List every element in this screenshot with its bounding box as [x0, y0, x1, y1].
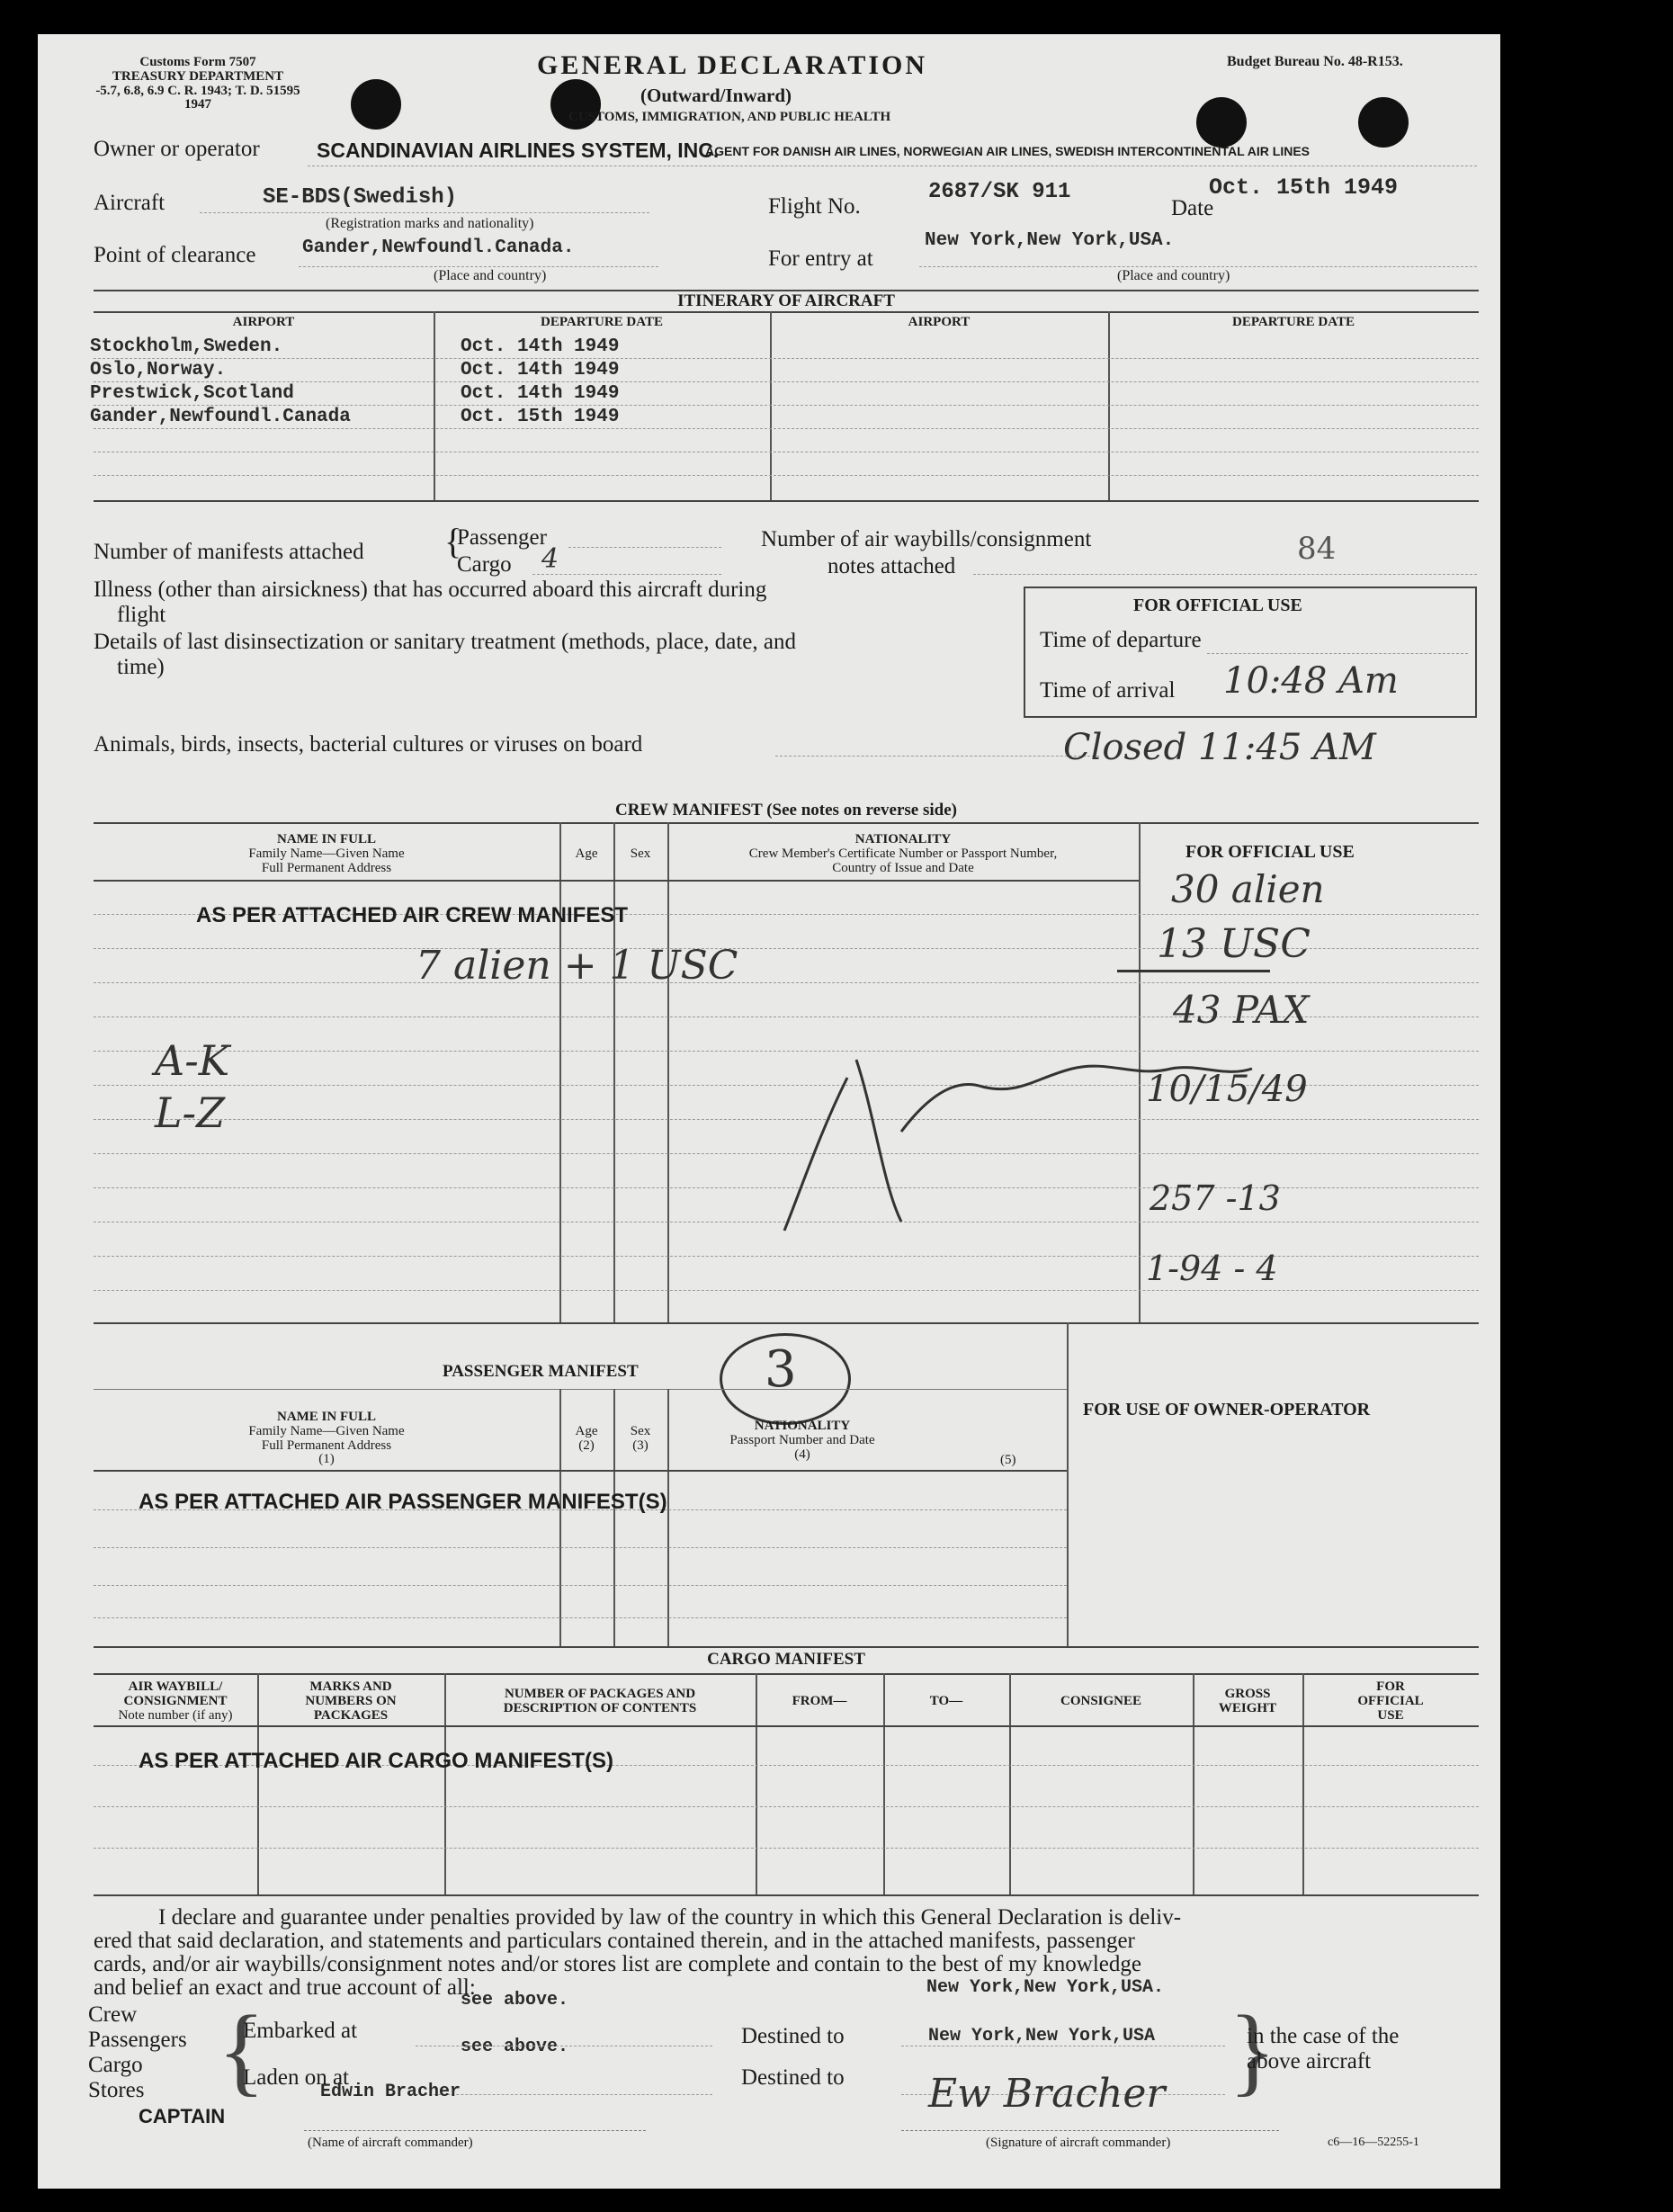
regulation: -5.7, 6.8, 6.9 C. R. 1943; T. D. 51595	[95, 83, 300, 98]
form-number: Customs Form 7507	[139, 55, 256, 69]
aircraft-value: SE-BDS(Swedish)	[263, 185, 458, 210]
cargo-attached: AS PER ATTACHED AIR CARGO MANIFEST(S)	[139, 1749, 613, 1773]
passenger-col-name-3: Full Permanent Address	[261, 1437, 392, 1453]
crew-col-nat-1: NATIONALITY	[854, 832, 952, 846]
passenger-col-sex-label: Sex	[630, 1424, 651, 1438]
itinerary-title: ITINERARY OF AIRCRAFT	[677, 291, 895, 310]
itinerary-date: Oct. 14th 1949	[461, 336, 620, 357]
punch-hole	[1196, 97, 1247, 148]
case-label: in the case of the	[1247, 2024, 1400, 2048]
passengers-label: Passengers	[88, 2028, 187, 2052]
cargo-col-to: TO—	[929, 1694, 963, 1708]
crew-col-name-3: Full Permanent Address	[261, 860, 392, 875]
declaration-line: I declare and guarantee under penalties provided by law of the country in which this General Declaration is deliv-	[158, 1905, 1182, 1930]
passenger-attached: AS PER ATTACHED AIR PASSENGER MANIFEST(S)	[139, 1490, 667, 1514]
brace: {	[444, 521, 462, 561]
crew-col-nationality	[667, 833, 1139, 875]
embarked-value: see above.	[461, 1990, 569, 2011]
signature-caption: (Signature of aircraft commander)	[986, 2136, 1171, 2150]
subtitle: CUSTOMS, IMMIGRATION, AND PUBLIC HEALTH	[568, 110, 891, 124]
crew-col-age: Age	[575, 846, 598, 861]
passenger-col-num: (1)	[318, 1452, 335, 1467]
clearance-caption: (Place and country)	[434, 268, 547, 283]
aircraft-label: Aircraft	[94, 191, 166, 215]
punch-hole	[1358, 97, 1409, 148]
captain-signature: Ew Bracher	[928, 2071, 1166, 2117]
passenger-col-name	[94, 1410, 559, 1467]
captain-name: Edwin Bracher	[320, 2082, 461, 2102]
passenger-label: Passenger	[457, 525, 547, 550]
cargo-col-label: GROSS	[1224, 1687, 1271, 1701]
owner-use-title: FOR USE OF OWNER-OPERATOR	[1083, 1400, 1371, 1419]
itinerary-date: Oct. 14th 1949	[461, 360, 620, 381]
official-note: 1-94 - 4	[1146, 1249, 1278, 1288]
cargo-col-label: NUMBER OF PACKAGES AND	[504, 1687, 696, 1701]
aircraft-caption: (Registration marks and nationality)	[326, 216, 534, 231]
declaration-line: cards, and/or air waybills/consignment notes and/or stores list are complete and contain to the best of my knowledge	[94, 1952, 1141, 1976]
cargo-col-consignee: CONSIGNEE	[1060, 1694, 1142, 1708]
arrival-label: Time of arrival	[1040, 678, 1176, 703]
crew-initials-1: A-K	[155, 1036, 230, 1085]
cargo-col-label: DESCRIPTION OF CONTENTS	[503, 1700, 697, 1715]
budget-number: Budget Bureau No. 48-R153.	[1227, 54, 1403, 69]
manifests-label: Number of manifests attached	[94, 540, 364, 564]
col-departure: DEPARTURE DATE	[540, 315, 663, 329]
official-note: 30 alien	[1171, 867, 1325, 911]
direction: (Outward/Inward)	[640, 85, 792, 106]
cargo-col-description	[444, 1688, 756, 1716]
cargo-col-label: USE	[1377, 1707, 1404, 1723]
passenger-col-nationality	[667, 1419, 937, 1462]
itinerary-airport: Stockholm,Sweden.	[90, 336, 283, 357]
captain-label: CAPTAIN	[139, 2105, 226, 2127]
departure-label: Time of departure	[1040, 628, 1202, 652]
waybills-label: Number of air waybills/consignment	[761, 527, 1092, 551]
owner-label: Owner or operator	[94, 137, 260, 161]
col-airport-2: AIRPORT	[908, 315, 971, 329]
form-year: 1947	[184, 97, 211, 112]
destined-label: Destined to	[741, 2024, 845, 2048]
cargo-label: Cargo	[457, 552, 512, 577]
cargo-col-weight	[1193, 1688, 1302, 1716]
entry-label: For entry at	[768, 246, 873, 271]
name-caption: (Name of aircraft commander)	[308, 2136, 473, 2150]
date-label: Date	[1171, 196, 1214, 220]
page-title: GENERAL DECLARATION	[537, 50, 928, 80]
crew-attached: AS PER ATTACHED AIR CREW MANIFEST	[196, 903, 628, 927]
cargo-col-label: WEIGHT	[1218, 1700, 1277, 1715]
crew-title: CREW MANIFEST (See notes on reverse side)	[615, 801, 957, 819]
crew-col-nat-2: Crew Member's Certificate Number or Passport Number,	[748, 846, 1058, 861]
passenger-col-age	[559, 1425, 613, 1454]
passenger-col-sex	[613, 1425, 667, 1454]
destined-label-2: Destined to	[741, 2065, 845, 2090]
cargo-col-waybill	[94, 1680, 257, 1723]
punch-hole	[351, 79, 401, 130]
passenger-col-nat-1: NATIONALITY	[754, 1419, 851, 1433]
footer-code: c6—16—52255-1	[1328, 2136, 1419, 2149]
waybills-label-2: notes attached	[828, 554, 956, 578]
passenger-col-age-label: Age	[575, 1424, 598, 1438]
col-airport: AIRPORT	[232, 315, 295, 329]
declaration-line: ered that said declaration, and statements and particulars contained therein, and in the attached manifests, passenger	[94, 1929, 1135, 1953]
arrival-time: 10:48 Am	[1223, 660, 1399, 702]
official-note: 43 PAX	[1173, 988, 1310, 1032]
signature-scribble-icon	[748, 1024, 1288, 1258]
laden-value: see above.	[461, 2037, 569, 2057]
waybills-value: 84	[1297, 531, 1337, 567]
crew-official-title: FOR OFFICIAL USE	[1185, 842, 1355, 862]
cargo-col-official	[1302, 1680, 1479, 1723]
official-note: 10/15/49	[1146, 1069, 1308, 1110]
owner-agent: AGENT FOR DANISH AIR LINES, NORWEGIAN AIR LINES, SWEDISH INTERCONTINENTAL AIR LINES	[705, 144, 1311, 158]
cargo-title: CARGO MANIFEST	[707, 1650, 865, 1669]
col-departure-2: DEPARTURE DATE	[1231, 315, 1355, 329]
declaration-line: and belief an exact and true account of all:	[94, 1975, 476, 2000]
circled-number-text: 3	[765, 1340, 797, 1399]
itinerary-date: Oct. 15th 1949	[461, 407, 620, 427]
cargo-col-label: PACKAGES	[313, 1707, 389, 1723]
cargo-col-label: Note number (if any)	[118, 1707, 233, 1723]
cargo-col-marks	[257, 1680, 444, 1723]
crew-col-name-2: Family Name—Given Name	[248, 846, 405, 861]
itinerary-airport: Gander,Newfoundl.Canada	[90, 407, 351, 427]
flight-label: Flight No.	[768, 194, 861, 219]
laden-label: Laden on at	[243, 2065, 350, 2090]
cargo-col-from: FROM—	[792, 1694, 847, 1708]
crew-col-nat-3: Country of Issue and Date	[832, 860, 974, 875]
date-value: Oct. 15th 1949	[1209, 175, 1399, 201]
destination-value: New York,New York,USA.	[926, 1977, 1165, 1998]
itinerary-airport: Prestwick,Scotland	[90, 383, 294, 404]
clearance-label: Point of clearance	[94, 243, 256, 267]
cargo-decl-label: Cargo	[88, 2053, 143, 2077]
animals-label: Animals, birds, insects, bacterial cultures or viruses on board	[94, 732, 643, 757]
passenger-col-num: (5)	[1000, 1453, 1016, 1467]
department: TREASURY DEPARTMENT	[112, 68, 284, 84]
brace: }	[1229, 1995, 1276, 2105]
entry-caption: (Place and country)	[1117, 268, 1230, 283]
crew-label: Crew	[88, 2002, 138, 2027]
passenger-col-name-2: Family Name—Given Name	[248, 1423, 405, 1438]
cargo-col-label: OFFICIAL	[1357, 1693, 1424, 1708]
passenger-col-num: (3)	[632, 1437, 649, 1453]
disinsect-label-2: time)	[117, 655, 165, 679]
brace: {	[218, 1995, 265, 2105]
passenger-col-num: (4)	[794, 1446, 810, 1462]
inspector-signature	[748, 1024, 1288, 1258]
official-note: 257 -13	[1150, 1178, 1281, 1218]
illness-label-2: flight	[117, 603, 166, 627]
passenger-col-name-1: NAME IN FULL	[276, 1410, 376, 1424]
itinerary-date: Oct. 14th 1949	[461, 383, 620, 404]
cargo-count: 4	[541, 543, 559, 575]
crew-col-name-1: NAME IN FULL	[276, 832, 376, 846]
passenger-col-num: (2)	[578, 1437, 595, 1453]
cargo-col-label: CONSIGNMENT	[123, 1693, 228, 1708]
embarked-label: Embarked at	[243, 2019, 358, 2043]
crew-col-sex: Sex	[630, 846, 651, 861]
closed-note: Closed 11:45 AM	[1063, 727, 1376, 768]
destination-value-2: New York,New York,USA	[928, 2026, 1156, 2046]
form-id	[90, 56, 306, 112]
owner-value: SCANDINAVIAN AIRLINES SYSTEM, INC.	[317, 139, 720, 162]
cargo-col-label: MARKS AND	[309, 1679, 392, 1694]
crew-col-name	[94, 833, 559, 875]
stores-label: Stores	[88, 2078, 145, 2102]
illness-label: Illness (other than airsickness) that has occurred aboard this aircraft during	[94, 578, 767, 602]
itinerary-airport: Oslo,Norway.	[90, 360, 227, 381]
official-note: 13 USC	[1157, 921, 1311, 967]
case-label-2: above aircraft	[1247, 2049, 1372, 2073]
crew-count-note: 7 alien + 1 USC	[416, 943, 738, 989]
clearance-value: Gander,Newfoundl.Canada.	[302, 237, 575, 258]
passenger-title: PASSENGER MANIFEST	[443, 1362, 639, 1381]
cargo-col-label: NUMBERS ON	[305, 1693, 397, 1708]
cargo-col-label: AIR WAYBILL/	[128, 1679, 223, 1694]
cargo-col-label: FOR	[1376, 1679, 1405, 1694]
crew-initials-2: L-Z	[155, 1088, 226, 1137]
disinsect-label: Details of last disinsectization or sanitary treatment (methods, place, date, and	[94, 630, 796, 654]
passenger-col-nat-2: Passport Number and Date	[729, 1432, 875, 1447]
declaration-form	[38, 34, 1500, 2189]
official-use-title: FOR OFFICIAL USE	[1133, 596, 1302, 615]
flight-value: 2687/SK 911	[928, 180, 1071, 204]
entry-value: New York,New York,USA.	[925, 230, 1175, 251]
